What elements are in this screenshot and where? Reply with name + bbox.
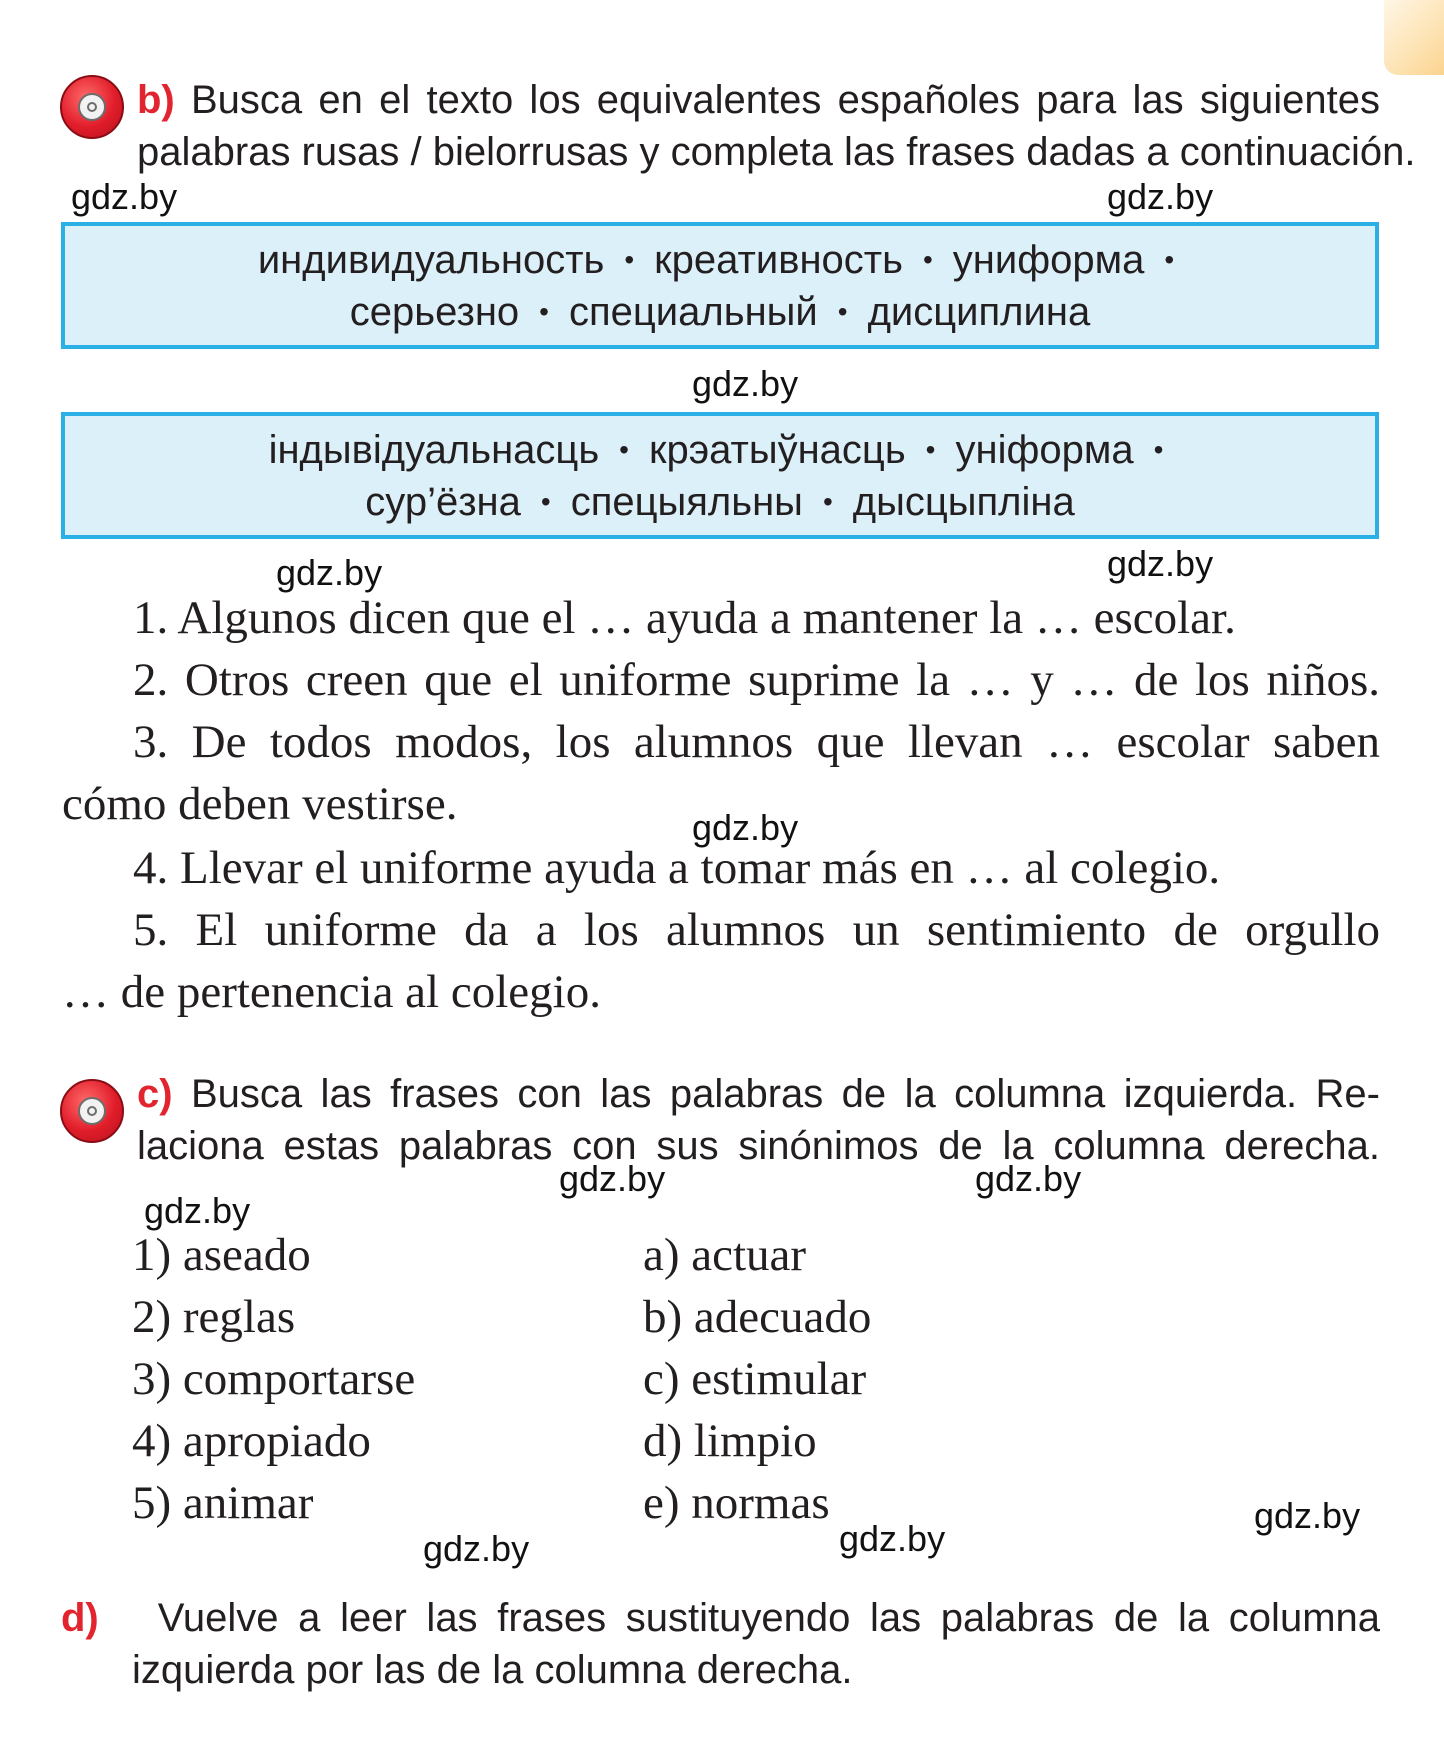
russian-word: серьезно <box>349 289 520 334</box>
watermark: gdz.by <box>975 1158 1082 1199</box>
russian-word: униформа <box>952 237 1145 282</box>
bullet: • <box>624 243 635 275</box>
section-c-line1: Busca las frases con las palabras de la columna izquierda. Re- <box>190 1072 1380 1116</box>
belarusian-word: уніформа <box>955 427 1134 472</box>
left-column-item: 2) reglas <box>132 1291 296 1343</box>
section-c-label: c) <box>137 1072 173 1116</box>
watermark: gdz.by <box>692 363 799 404</box>
watermark: gdz.by <box>1107 176 1214 217</box>
sentence-1: 1. Algunos dicen que el … ayuda a mantener la … escolar. <box>133 592 1236 644</box>
section-d-instruction <box>61 1592 1380 1696</box>
audio-icon[interactable] <box>60 1079 124 1143</box>
section-c-instruction <box>137 1068 1380 1172</box>
right-column-item: c) estimular <box>643 1353 867 1405</box>
section-b-line2: palabras rusas / bielorrusas y completa las frases dadas a continuación. <box>137 130 1416 174</box>
section-d-line1: Vuelve a leer las frases sustituyendo las palabras de la columna <box>157 1596 1381 1640</box>
left-column-item: 4) apropiado <box>132 1415 371 1467</box>
left-column-item: 3) comportarse <box>132 1353 416 1405</box>
section-b-line1: Busca en el texto los equivalentes españoles para las siguientes <box>191 78 1380 122</box>
left-column-item: 5) animar <box>132 1477 314 1529</box>
watermark: gdz.by <box>71 176 178 217</box>
russian-word: креативность <box>654 237 903 282</box>
sentence-4: 4. Llevar el uniforme ayuda a tomar más en … al colegio. <box>133 842 1221 894</box>
belarusian-word: крэатыўнасць <box>648 427 906 472</box>
right-column-item: a) actuar <box>643 1229 807 1281</box>
watermark: gdz.by <box>144 1190 251 1231</box>
audio-icon[interactable] <box>60 75 124 139</box>
bullet: • <box>539 295 549 327</box>
watermark: gdz.by <box>559 1158 666 1199</box>
section-c-line2: laciona estas palabras con sus sinónimos de la columna derecha. <box>137 1124 1380 1168</box>
russian-word: специальный <box>568 289 818 334</box>
belarusian-word-box <box>61 412 1379 539</box>
russian-word: дисциплина <box>867 289 1091 334</box>
left-column-item: 1) aseado <box>132 1229 311 1281</box>
bullet: • <box>1153 433 1164 465</box>
watermark: gdz.by <box>839 1518 946 1559</box>
corner-decoration <box>1384 0 1444 75</box>
right-column-item: d) limpio <box>643 1415 817 1467</box>
bullet: • <box>837 295 848 327</box>
belarusian-word: індывідуальнасць <box>268 427 600 472</box>
sentence-2: 2. Otros creen que el uniforme suprime la … y … de los niños. <box>133 654 1380 706</box>
section-b-instruction <box>137 74 1416 178</box>
sentence-5: 5. El uniforme da a los alumnos un sentimiento de orgullo … de pertenencia al colegio. <box>62 904 1380 1018</box>
bullet: • <box>925 433 936 465</box>
watermark: gdz.by <box>1254 1495 1361 1536</box>
section-d-line2: izquierda por las de la columna derecha. <box>132 1648 853 1692</box>
right-column-item: b) adecuado <box>643 1291 872 1343</box>
right-column-item: e) normas <box>643 1477 830 1529</box>
sentence-3: 3. De todos modos, los alumnos que llevan … escolar saben cómo deben vestirse. <box>62 716 1380 830</box>
bullet: • <box>619 433 629 465</box>
russian-word-box <box>61 222 1379 349</box>
watermark: gdz.by <box>423 1528 530 1569</box>
belarusian-word: спецыяльны <box>570 479 803 524</box>
belarusian-word: сур’ёзна <box>365 479 521 524</box>
section-b-label: b) <box>137 78 175 122</box>
watermark: gdz.by <box>1107 543 1214 584</box>
watermark: gdz.by <box>692 807 799 848</box>
russian-word: индивидуальность <box>257 237 605 282</box>
bullet: • <box>822 485 833 517</box>
watermark: gdz.by <box>276 552 383 593</box>
bullet: • <box>540 485 551 517</box>
belarusian-word: дысцыпліна <box>852 479 1075 524</box>
bullet: • <box>1164 243 1175 275</box>
bullet: • <box>922 243 933 275</box>
section-d-label: d) <box>61 1596 99 1640</box>
